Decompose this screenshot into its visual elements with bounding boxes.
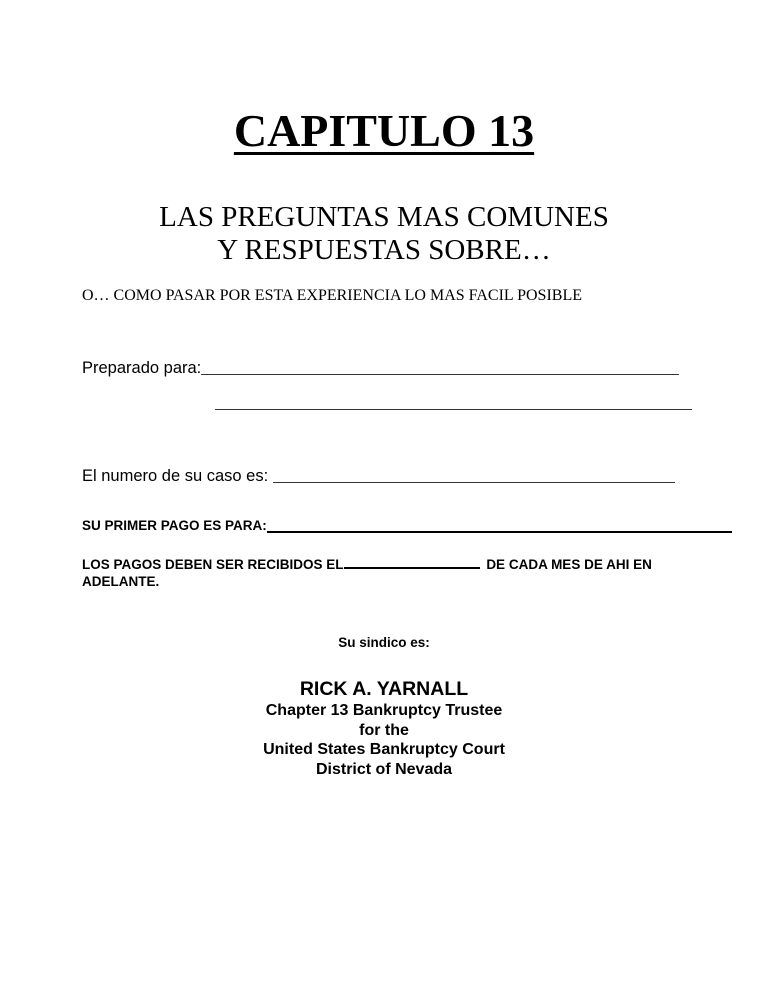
case-number-label: El numero de su caso es: [82, 467, 269, 485]
page-title [0, 104, 768, 158]
payment-day-label-after: DE CADA MES DE AHI EN ADELANTE. [82, 557, 652, 589]
trustee-block [0, 677, 768, 779]
prepared-for-blank[interactable] [201, 358, 679, 375]
case-number-blank[interactable] [273, 466, 675, 483]
case-number-row [82, 466, 675, 486]
trustee-for-the: for the [359, 721, 409, 739]
trustee-court: United States Bankruptcy Court [263, 741, 505, 758]
subtitle-line-1: LAS PREGUNTAS MAS COMUNES [159, 201, 609, 233]
trustee-district: District of Nevada [315, 760, 453, 778]
tagline: O… COMO PASAR POR ESTA EXPERIENCIA LO MAS FACIL POSIBLE [82, 287, 582, 304]
first-payment-blank[interactable] [267, 515, 732, 533]
payment-day-paragraph [82, 554, 702, 590]
first-payment-label: SU PRIMER PAGO ES PARA: [82, 518, 267, 533]
trustee-name: RICK A. YARNALL [299, 678, 469, 700]
page-title-text: CAPITULO 13 [233, 105, 535, 156]
prepared-for-label: Preparado para: [82, 359, 202, 377]
payment-day-label-before: LOS PAGOS DEBEN SER RECIBIDOS EL [82, 557, 344, 572]
trustee-title: Chapter 13 Bankruptcy Trustee [265, 702, 503, 719]
trustee-intro: Su sindico es: [338, 635, 430, 650]
payment-day-blank[interactable] [344, 554, 480, 569]
prepared-for-blank-line-2[interactable] [215, 409, 692, 410]
prepared-for-row [82, 358, 679, 378]
subtitle-line-2: Y RESPUESTAS SOBRE… [217, 234, 551, 266]
first-payment-row [82, 515, 732, 535]
